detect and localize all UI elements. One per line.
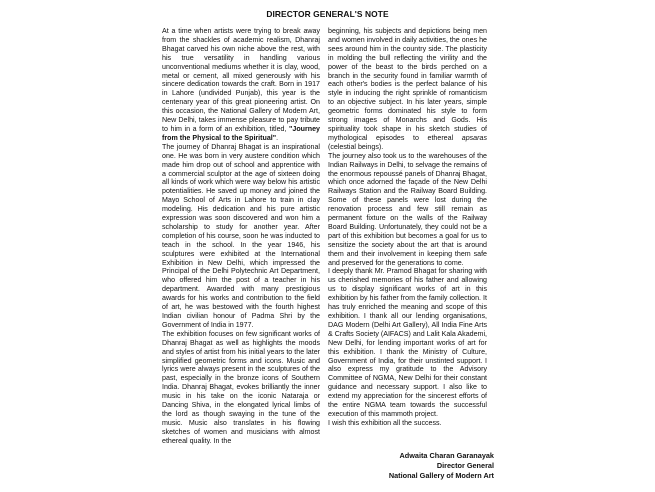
signatory-name: Adwaita Charan Garanayak (399, 451, 494, 460)
apsaras-term: apsaras (461, 133, 487, 142)
paragraph-subjects (328, 27, 487, 152)
subjects-text: beginning, his subjects and depictions being men and women involved in daily activities, the ones he sees around him in the country side. The plasticity in molding the bull reflecting the virility and the power of the beast to the birds perched on a branch in the security found in familiar warmth of each other's bodies is the perfect balance of his style in inducing the right sprinkle of romanticism to an objective subject. In his later years, simple geometric forms dominated his style to form strong images of Monarchs and Gods. His spirituality took shape in his sketch studies of mythological episodes to ethereal (328, 27, 487, 142)
paragraph-journey: The journey of Dhanraj Bhagat is an inspirational one. He was born in very austere condition which made him drop out of school and apprentice with a commercial sculptor at the age of sixteen doing all kinds of work which were way below his artistic potentialities. He saved up money and joined the Mayo School of Arts in Lahore to train in clay modeling. His dedication and his pure artistic expression was soon discovered and won him a scholarship to study for another year. After completion of his course, soon he was inducted to teach in the school. In the year 1946, his sculptures were exhibited at the International Exhibition in New Delhi, which impressed the Principal of the Delhi Polytechnic Art Department, who offered him the post of a teacher in his department. Awarded with many prestigious awards for his works and contribution to the field of art, he was bestowed with the fourth highest Indian civilian honour of Padma Shri by the Government of India in 1977. (162, 142, 320, 329)
paragraph-closing-wish: I wish this exhibition all the success. (328, 418, 442, 427)
paragraph-exhibition-focus: The exhibition focuses on few significant works of Dhanraj Bhagat as well as highlights the moods and styles of artist from his initial years to the later simplified geometric forms and icons. Music and lyrics were always present in the sculptures of the past, especially in the bronze icons of Southern India. Dhanraj Bhagat, evokes brilliantly the inner music in his take on the iconic Nataraja or Dancing Shiva, in the elongated lyrical limbs of the lord as though swaying in the tune of the music. Music also translates in his flowing sketches of women and musicians with almost ethereal quality. In the (162, 329, 320, 445)
signature-block (389, 451, 494, 481)
intro-text: At a time when artists were trying to break away from the shackles of academic realism, Dhanraj Bhagat carved his own niche above the rest, with his true versatility in handling various unconventional mediums whether it is clay, wood, metal or cement, all mixed generously with his sincere dedication towards the craft. Born in 1917 in Lahore (undivided Punjab), this year is the centenary year of this great pioneering artist. On this occasion, the National Gallery of Modern Art, New Delhi, takes immense pleasure to pay tribute to him in a form of an exhibition, titled, (162, 27, 320, 133)
signatory-organization: National Gallery of Modern Art (388, 471, 494, 480)
intro-end: . (276, 133, 279, 142)
paragraph-railways: The journey also took us to the warehouses of the Indian Railways in Delhi, to selvage the remains of the enormous repoussé panels of Dhanraj Bhagat, which once adorned the façade of the New Delhi Railways Station and the Railway Board Building. Some of these panels were lost during the renovation process and few still remain as permanent fixture on the walls of the Railway Board Building. Unfortunately, they could not be a part of this exhibition but becomes a goal for us to sensitize the society about the art that is around them and their involvement in keeping them safe and preserved for the generations to come. (328, 151, 487, 267)
paragraph-acknowledgements: I deeply thank Mr. Pramod Bhagat for sharing with us cherished memories of his father and allowing us to display significant works of art in this exhibition by his father from the family collection. It has truly enriched the meaning and scope of this exhibition. I thank all our lending organisations, DAG Modern (Delhi Art Gallery), All India Fine Arts & Crafts Society (AIFACS) and Lalit Kala Akademi, New Delhi, for lending important works of art for this exhibition. I thank the Ministry of Culture, Government of India, for their unstinted support. I also express my gratitude to the Advisory Committee of NGMA, New Delhi for their constant guidance and necessary support. I also like to extend my appreciation for the sincerest efforts of the entire NGMA team towards the successful execution of this mammoth project. (328, 267, 487, 418)
subjects-end: (celestial beings). (328, 142, 384, 151)
right-column (328, 27, 487, 428)
paragraph-intro (162, 27, 320, 143)
signatory-designation: Director General (436, 461, 494, 470)
page-title: DIRECTOR GENERAL'S NOTE (266, 9, 389, 19)
exhibition-title: "Journey from the Physical to the Spiritual" (162, 124, 320, 142)
left-column (162, 27, 320, 446)
